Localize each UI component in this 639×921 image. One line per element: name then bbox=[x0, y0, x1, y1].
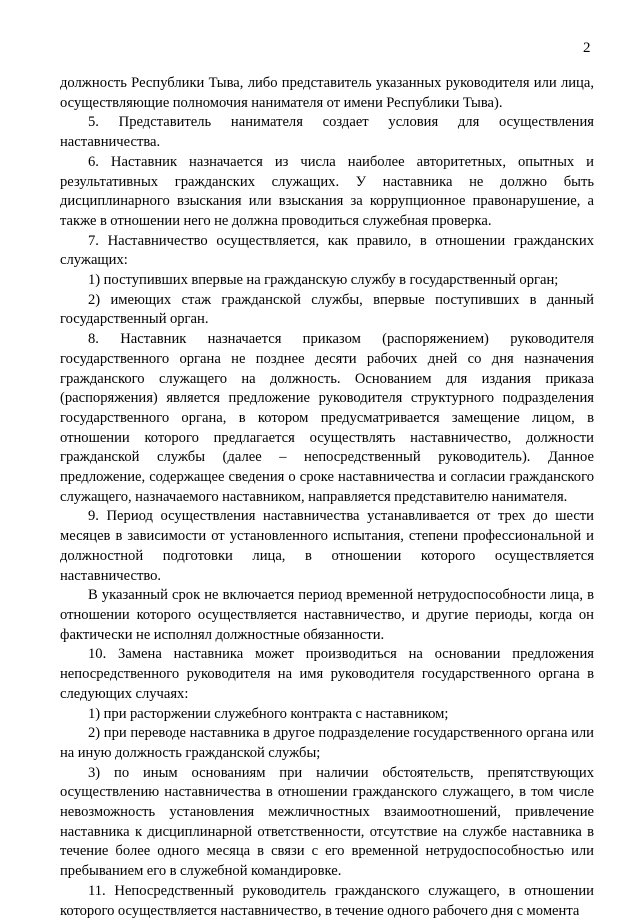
paragraph-item-6: 6. Наставник назначается из числа наиболее авторитетных, опытных и результативных гражданских служащих. У наставника не должно быть дисциплинарного взыскания или взыскания за коррупционное правонарушение, а также в отношении него не должна проводиться служебная проверка. bbox=[60, 153, 594, 229]
paragraph-item-5: 5. Представитель нанимателя создает условия для осуществления наставничества. bbox=[60, 114, 594, 151]
paragraph-item-10: 10. Замена наставника может производиться на основании предложения непосредственного руководителя на имя руководителя государственного органа в следующих случаях: bbox=[60, 646, 594, 702]
paragraph-item-7: 7. Наставничество осуществляется, как правило, в отношении гражданских служащих: bbox=[60, 232, 594, 269]
paragraph-item-9-note: В указанный срок не включается период временной нетрудоспособности лица, в отношении которого осуществляется наставничество, и другие периоды, когда он фактически не исполнял должностные обязанности. bbox=[60, 587, 594, 643]
paragraph-continuation: должность Республики Тыва, либо представитель указанных руководителя или лица, осуществляющие полномочия нанимателя от имени Республики Тыва). bbox=[60, 75, 594, 111]
paragraph-item-11: 11. Непосредственный руководитель гражданского служащего, в отношении которого осуществляется наставничество, в течение одного рабочего дня с момента bbox=[60, 882, 594, 919]
paragraph-item-10-sub-3: 3) по иным основаниям при наличии обстоятельств, препятствующих осуществлению наставничества в отношении гражданского служащего, в том числе невозможность установления межличностных взаимоотношений, привлечение наставника к дисциплинарной ответственности, отсутствие на службе наставника в течение более одного месяца в связи с его временной нетрудоспособностью или пребыванием его в служебной командировке. bbox=[60, 764, 594, 880]
paragraph-item-10-sub-1: 1) при расторжении служебного контракта с наставником; bbox=[88, 705, 449, 722]
page-number: 2 bbox=[583, 40, 591, 56]
paragraph-item-10-sub-2: 2) при переводе наставника в другое подразделение государственного органа или на иную должность гражданской службы; bbox=[60, 725, 594, 761]
paragraph-item-7-sub-1: 1) поступивших впервые на гражданскую службу в государственный орган; bbox=[88, 272, 559, 289]
paragraph-item-8: 8. Наставник назначается приказом (распоряжением) руководителя государственного органа не позднее десяти рабочих дней со дня назначения гражданского служащего на должность. Основанием для издания приказа (распоряжения) является предложение руководителя структурного подразделения государственного органа, в котором предусматривается замещение лицом, в отношении которого предлагается осуществлять наставничество, должности гражданской службы (далее – непосредственный руководитель). Данное предложение, содержащее сведения о сроке наставничества и согласии гражданского служащего, назначаемого наставником, направляется представителю нанимателя. bbox=[60, 331, 594, 505]
paragraph-item-7-sub-2: 2) имеющих стаж гражданской службы, впервые поступивших в данный государственный орган. bbox=[60, 291, 594, 328]
paragraph-item-9: 9. Период осуществления наставничества устанавливается от трех до шести месяцев в зависимости от установленного испытания, степени профессиональной и должностной подготовки лица, в отношении которого осуществляется наставничество. bbox=[60, 508, 594, 584]
document-body bbox=[60, 74, 594, 921]
